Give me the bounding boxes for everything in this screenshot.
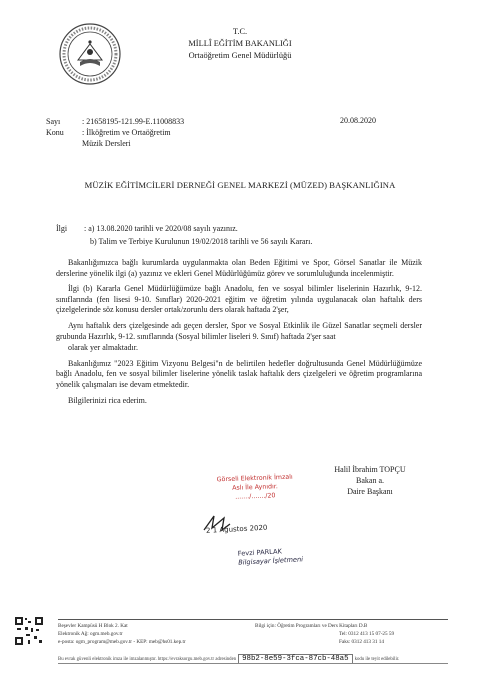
document-date: 20.08.2020: [340, 116, 376, 125]
paragraph-5: Bakanlığımız "2023 Eğitim Vizyonu Belgesi"n de belirtilen hedefler doğrultusunda Genel Müdürlüğümüze bağlı Anadolu, fen ve sosyal bilimler liselerine yönelik taslak haftalık ders çizelgeleri ve öğretim programlarına yönelik çalışmaları ise devam etmektedir.: [56, 358, 422, 389]
addressee: MÜZİK EĞİTİMCİLERİ DERNEĞİ GENEL MARKEZİ (MÜZED) BAŞKANLIĞINA: [84, 180, 396, 190]
ilgi-label: İlgi: [56, 224, 68, 233]
sayi-value: : 21658195-121.99-E.11008833: [82, 117, 185, 126]
qr-code: [14, 616, 44, 646]
ilgi-a: : a) 13.08.2020 tarihli ve 2020/08 sayılı yazınız.: [84, 224, 238, 233]
footer-address-line-2: Elektronik Ağ: ogm.meb.gov.tr: [58, 631, 123, 637]
paragraph-3: Aynı haftalık ders çizelgesinde adı geçen dersler, Spor ve Sosyal Etkinlik ile Güzel Sanatlar seçmeli dersler grubunda Hazırlık, 9-12. sınıflarında (Sosyal bilimler liseleri 9. Sınıf) haftada 2'şer saat: [56, 320, 422, 341]
konu-value-line2: Müzik Dersleri: [82, 139, 131, 148]
date-stamp: 2 1 Ağustos 2020: [205, 523, 268, 535]
paragraph-6: Bilgilerinizi rica ederim.: [68, 395, 147, 405]
stamp-copy-line-2: Aslı İle Aynıdır.: [232, 483, 278, 492]
paragraph-2: İlgi (b) Kararla Genel Müdürlüğümüze bağlı Anadolu, fen ve sosyal bilimler liselerinin Hazırlık, 9-12. sınıflarında (fen lisesi 9-10. Sınıflar) 2020-2021 eğitim ve öğretim yılında uygulanacak olan haftalık ders çizelgelerinde söz konusu dersler ortak/zorunlu ders olarak haftada 2'şer,: [56, 284, 422, 315]
letterhead-country: T.C.: [232, 27, 248, 36]
letterhead-department: Ortaöğretim Genel Müdürlüğü: [188, 51, 292, 60]
footer-address-line-1: Beşevler Kampüsü H Blok 2. Kat: [58, 623, 128, 629]
footer-info-line: Bilgi için: Öğretim Programları ve Ders Kitapları D.B: [255, 623, 368, 629]
stamp-copy-line-1: Görseli Elektronik İmzalı: [216, 473, 293, 484]
konu-label: Konu: [46, 128, 64, 137]
officer-stamp: [238, 546, 304, 566]
paragraph-1: Bakanlığımızca bağlı kurumlarda uygulanmakta olan Beden Eğitimi ve Spor, Görsel Sanatlar ile Müzik derslerine yönelik ilgi (a) yazınız ve ekleri Genel Müdürlüğümüz görev ve sorumluluğunda incelenmiştir.: [56, 258, 422, 278]
paragraph-4: olarak yer almaktadır.: [68, 343, 138, 353]
signature-block: [300, 464, 440, 497]
certified-copy-stamp: [200, 472, 311, 503]
stamp-copy-line-3: ......./......./20: [235, 492, 276, 501]
verification-suffix: kodu ile teyit edilebilir.: [354, 656, 400, 662]
reference-list: [56, 222, 312, 248]
sayi-label: Sayı: [46, 117, 61, 126]
footer-fax: Faks: 0312 413 31 14: [339, 639, 384, 645]
ilgi-b: b) Talim ve Terbiye Kurulunun 19/02/2018 tarihli ve 56 sayılı Kararı.: [90, 237, 313, 246]
footer-phone: Tel: 0312 413 15 07-25 59: [339, 631, 395, 637]
signatory-title-2: Daire Başkanı: [347, 487, 393, 496]
letterhead-ministry: MİLLÎ EĞİTİM BAKANLIĞI: [188, 39, 292, 48]
footer-contact: [255, 622, 394, 646]
footer-address-line-3: e-posta: ogm_program@meb.gov.tr - KEP: meb@hs01.kep.tr: [58, 639, 186, 645]
officer-title: Bilgisayar İşletmeni: [238, 554, 304, 567]
letterhead: [140, 26, 340, 62]
footer-divider: [58, 619, 448, 620]
reference-block: [46, 116, 184, 149]
signatory-name: Halil İbrahim TOPÇU: [334, 465, 406, 474]
letter-body: [56, 258, 422, 411]
verification-text: Bu evrak güvenli elektronik imza ile imzalanmıştır. https://evraksorgu.meb.gov.tr adresinden: [58, 656, 237, 662]
ministry-seal-logo: [58, 22, 122, 86]
officer-name: Fevzi PARLAK: [237, 547, 283, 558]
verification-code: 98b2-8e59-3fca-87cb-48a5: [238, 654, 352, 664]
signatory-title-1: Bakan a.: [356, 476, 384, 485]
footer-address: [58, 622, 186, 646]
bottom-divider: [58, 663, 448, 664]
konu-value: : İlköğretim ve Ortaöğretim: [82, 128, 171, 137]
